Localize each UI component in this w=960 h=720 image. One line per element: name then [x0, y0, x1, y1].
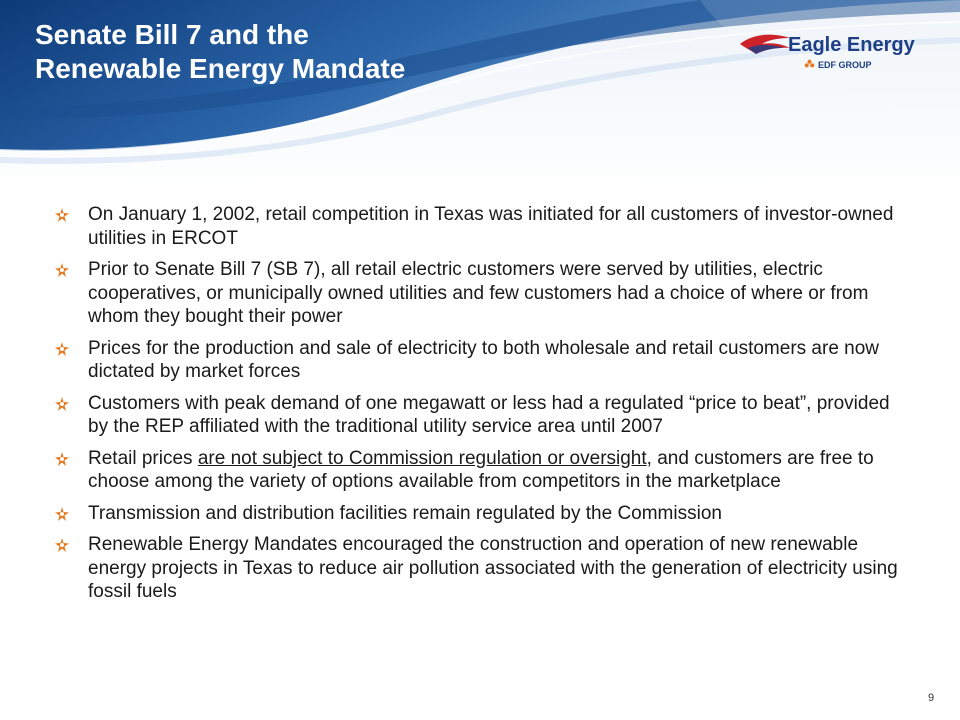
- bullet-text-underlined: are not subject to Commission regulation or oversight: [197, 447, 647, 469]
- bullet-text: Customers with peak demand of one megawatt or less had a regulated “price to beat”, provided by the REP affiliated with the traditional utility service area until 2007: [88, 392, 890, 437]
- bullet-list: [54, 203, 914, 612]
- logo-name: Eagle Energy: [788, 34, 915, 56]
- bullet-swirl-icon: [54, 506, 70, 522]
- bullet-swirl-icon: [54, 537, 70, 553]
- bullet-swirl-icon: [54, 341, 70, 357]
- bullet-text: Prior to Senate Bill 7 (SB 7), all retail electric customers were served by utilities, electric cooperatives, or municipally owned utilities and few customers had a choice of where or from whom they bought their power: [88, 259, 869, 327]
- logo-group: [818, 60, 872, 70]
- bullet-item: [54, 392, 914, 439]
- slide-title: [35, 18, 405, 86]
- bullet-item: [54, 533, 914, 604]
- bullet-swirl-icon: [54, 451, 70, 467]
- bullet-swirl-icon: [54, 396, 70, 412]
- bullet-text: Transmission and distribution facilities remain regulated by the Commission: [88, 502, 722, 524]
- bullet-item: [54, 258, 914, 329]
- bullet-item: [54, 447, 914, 494]
- bullet-swirl-icon: [54, 207, 70, 223]
- bullet-item: [54, 203, 914, 250]
- edf-flower-icon: [804, 59, 815, 70]
- bullet-text: Prices for the production and sale of electricity to both wholesale and retail customers are now dictated by market forces: [88, 337, 880, 382]
- bullet-item: [54, 337, 914, 384]
- logo-group-text: EDF GROUP: [818, 60, 872, 70]
- bullet-swirl-icon: [54, 262, 70, 278]
- slide-title-line-1: Senate Bill 7 and the: [35, 19, 309, 50]
- bullet-text-post: , and customers are free to choose among the variety of options available from competitors in the marketplace: [88, 447, 874, 492]
- bullet-item: [54, 502, 914, 526]
- slide-title-line-2: Renewable Energy Mandate: [35, 53, 406, 84]
- page-number: 9: [928, 692, 935, 704]
- bullet-text: Renewable Energy Mandates encouraged the construction and operation of new renewable energy projects in Texas to reduce air pollution associated with the generation of electricity using fossil fuels: [88, 534, 898, 602]
- bullet-text: On January 1, 2002, retail competition in Texas was initiated for all customers of investor-owned utilities in ERCOT: [88, 204, 894, 249]
- eagle-energy-logo: [738, 28, 938, 78]
- bullet-text-pre: Retail prices: [88, 447, 198, 469]
